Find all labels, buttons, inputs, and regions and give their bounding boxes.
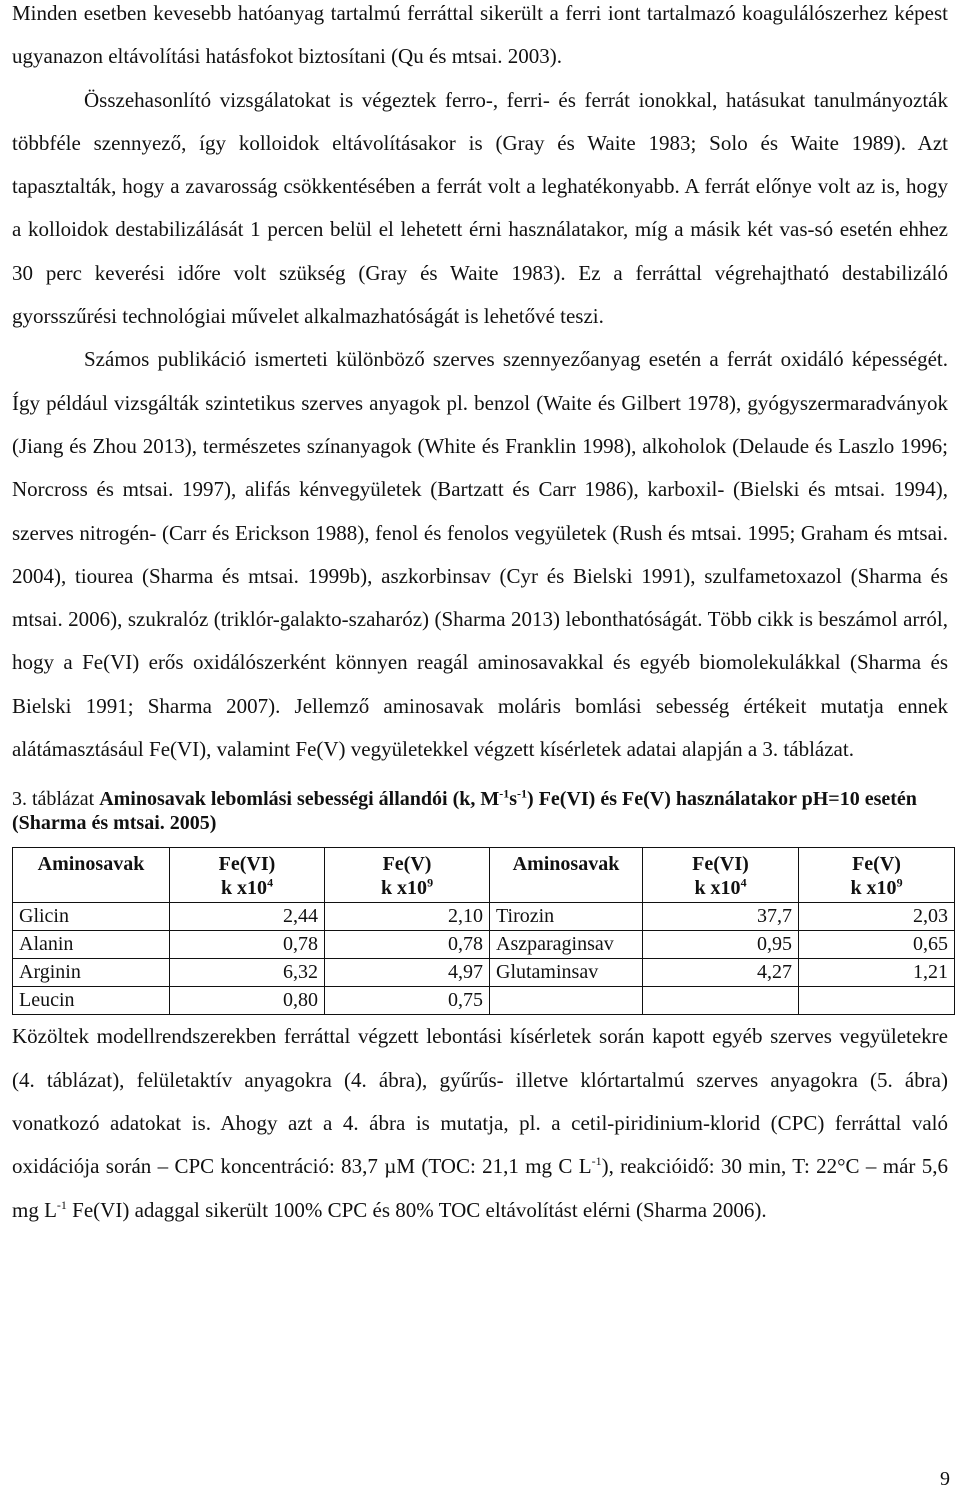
table-header-row [13,848,955,903]
fev-rate: 4,97 [325,959,490,987]
fevi-rate [643,987,799,1015]
fevi-rate: 37,7 [643,903,799,931]
paragraph-model-systems [12,1015,948,1231]
table-caption [12,787,948,835]
final-paragraph-part-3: Fe(VI) adaggal sikerült 100% CPC és 80% TOC eltávolítást elérni (Sharma 2006). [66,1197,767,1222]
amino-acid-name: Tirozin [490,903,643,931]
table-row [13,959,955,987]
table-row [13,903,955,931]
header-fevi-2: Fe(VI) k $x10^4$ [643,848,799,903]
header-fev-1: Fe(V) k $x10^9$ [325,848,490,903]
page-number: 9 [940,1468,950,1490]
paragraph-comparison-studies: Összehasonlító vizsgálatokat is végeztek ferro-, ferri- és ferrát ionokkal, hatásukat tanulmányozták többféle szennyező, így kolloidok eltávolításakor is (Gray és Waite 1983; Solo és Waite 1989). Azt tapasztalták, hogy a zavarosság csökkentésében a ferrát volt a leghatékonyabb. A ferrát előnye volt az is, hogy a kolloidok destabilizálását 1 percen belül el lehetett érni használatakor, míg a másik két vas-só esetén ehhez 30 perc keverési időre volt szükség (Gray és Waite 1983). Ez a ferráttal végrehajtható destabilizáló gyorsszűrési technológiai művelet alkalmazhatóságát is lehetővé teszi. [12,87,948,329]
fev-rate: 0,78 [325,931,490,959]
amino-acid-name: Aszparaginsav [490,931,643,959]
fev-rate: 2,03 [799,903,955,931]
fev-rate: 2,10 [325,903,490,931]
table-caption-title-c: ) Fe(VI) és Fe(V) használatakor pH=10 esetén (Sharma és mtsai. 2005) [12,788,917,835]
amino-acid-name: Alanin [13,931,170,959]
amino-acid-rate-table [12,847,955,1015]
fev-rate: 1,21 [799,959,955,987]
amino-acid-name: Leucin [13,987,170,1015]
table-caption-sup-1: -1 [499,786,510,801]
fevi-rate: 2,44 [170,903,325,931]
table-caption-prefix: 3. táblázat [12,788,100,811]
fev-rate: 0,75 [325,987,490,1015]
fevi-rate: 6,32 [170,959,325,987]
amino-acid-name: Arginin [13,959,170,987]
table-row [13,987,955,1015]
final-paragraph-part-1: Közöltek modellrendszerekben ferráttal végzett lebontási kísérletek során kapott egyéb szerves vegyületekre (4. táblázat), felületaktív anyagokra (4. ábra), gyűrűs- illetve klórtartalmú szerves anyagokra (5. ábra) vonatkozó adatokat is. Ahogy azt a 4. ábra is mutatja, pl. a cetil-piridinium-klorid (CPC) ferráttal való oxidációja során – CPC koncentráció: 83,7 µM (TOC: 21,1 mg C L [12,1024,948,1179]
fev-rate [799,987,955,1015]
amino-acid-name: Glutaminsav [490,959,643,987]
amino-acid-name [490,987,643,1015]
fevi-rate: 0,78 [170,931,325,959]
amino-acid-name: Glicin [13,903,170,931]
table-caption-title-a: Aminosavak lebomlási sebességi állandói (k, M [99,788,500,811]
fevi-rate: 0,80 [170,987,325,1015]
final-paragraph-sup-2: -1 [56,1197,67,1212]
header-fevi-1: Fe(VI) k $x10^4$ [170,848,325,903]
final-paragraph-part-2: ), reakcióidő: 30 min, T: 22°C – már 5,6 mg L [12,1154,948,1222]
paragraph-ferrate-coagulant: Minden esetben kevesebb hatóanyag tartalmú ferráttal sikerült a ferri iont tartalmazó koagulálószerhez képest ugyanazon eltávolítási hatásfokot biztosítani (Qu és mtsai. 2003). [12,1,948,69]
fevi-rate: 0,95 [643,931,799,959]
fev-rate: 0,65 [799,931,955,959]
table-caption-sup-2: -1 [517,786,528,801]
table-row [13,931,955,959]
paragraph-organic-pollutants: Számos publikáció ismerteti különböző szerves szennyezőanyag esetén a ferrát oxidáló képességét. Így például vizsgálták szintetikus szerves anyagok pl. benzol (Waite és Gilbert 1978), gyógyszermaradványok (Jiang és Zhou 2013), természetes színanyagok (White és Franklin 1998), alkoholok (Delaude és Laszlo 1996; Norcross és mtsai. 1997), alifás kénvegyületek (Bartzatt és Carr 1986), karboxil- (Bielski és mtsai. 1994), szerves nitrogén- (Carr és Erickson 1988), fenol és fenolos vegyületek (Rush és mtsai. 1995; Graham és mtsai. 2004), tiourea (Sharma és mtsai. 1999b), aszkorbinsav (Cyr és Bielski 1991), szulfametoxazol (Sharma és mtsai. 2006), szukralóz (triklór-galakto-szaharóz) (Sharma 2013) lebonthatóságát. Több cikk is beszámol arról, hogy a Fe(VI) erős oxidálószerként könnyen reagál aminosavakkal és egyéb biomolekulákkal (Sharma és Bielski 1991; Sharma 2007). Jellemző aminosavak moláris bomlási sebesség értékeit mutatja ennek alátámasztásául Fe(VI), valamint Fe(V) vegyületekkel végzett kísérletek adatai alapján a 3. táblázat. [12,347,948,762]
fevi-rate: 4,27 [643,959,799,987]
header-aminosavak-1: Aminosavak [13,848,170,903]
final-paragraph-sup-1: -1 [591,1154,602,1169]
document-page [12,0,948,1232]
table-caption-title-b: s [509,788,518,811]
header-aminosavak-2: Aminosavak [490,848,643,903]
header-fev-2: Fe(V) k $x10^9$ [799,848,955,903]
